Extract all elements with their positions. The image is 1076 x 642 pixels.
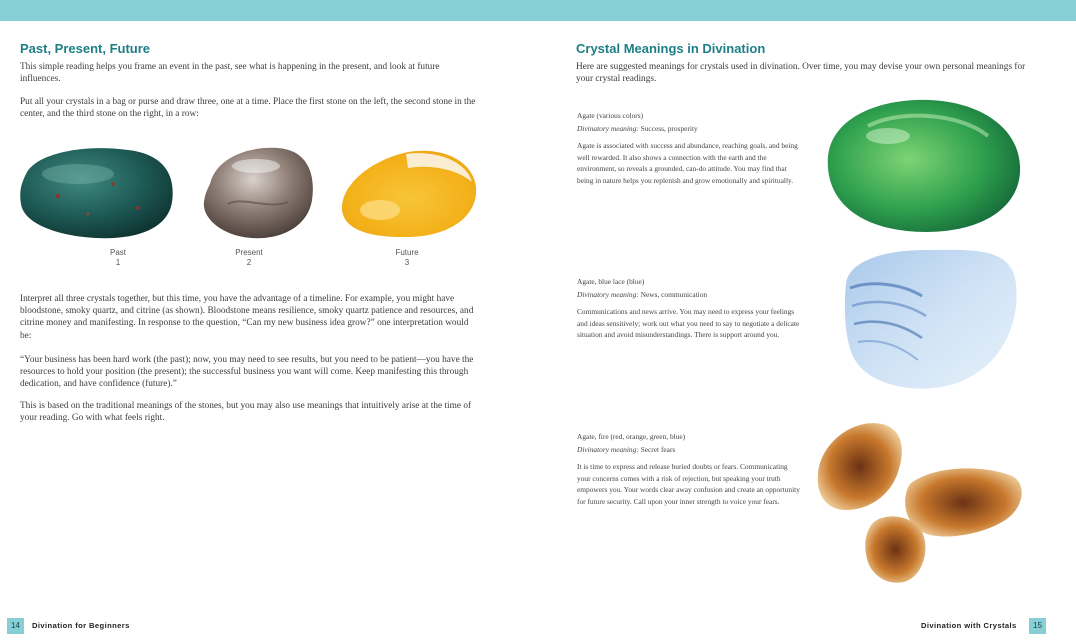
- crystal-entry-fire-agate: [577, 431, 802, 508]
- smoky-quartz-image: [198, 144, 318, 240]
- stone-number: 3: [404, 258, 410, 267]
- entry-body: It is time to express and release buried doubts or fears. Communicating your concerns comes with a risk of rejection, but speaking your truth empowers you. Your words clear away confusion and create an opportunity for future security. Call upon your inner strength to voice your fears.: [577, 462, 800, 506]
- meaning-value: Success, prosperity: [638, 123, 698, 133]
- fire-agate-image: [812, 414, 1032, 590]
- stone-label-text: Future: [395, 248, 419, 257]
- meaning-label: Divinatory meaning:: [577, 444, 639, 454]
- stone-label-text: Past: [109, 248, 126, 257]
- quote-paragraph: “Your business has been hard work (the past); now, you may need to see results, but you need to be patient—you have the resources to hold your position (the present); the successful business you want will come. Keep manifesting this through dedication, and have confidence (future).”: [20, 355, 474, 390]
- crystal-entry-blue-lace-agate: [577, 276, 802, 341]
- right-footer-title: Divination with Crystals: [921, 621, 1017, 630]
- closing-paragraph: This is based on the traditional meanings of the stones, but you may also use meanings that intuitively arise at the time of your reading. Go with what feels right.: [20, 401, 472, 424]
- bloodstone-image: [18, 144, 178, 240]
- interpret-paragraph: Interpret all three crystals together, but this time, you have the advantage of a timeline. For example, you might have bloodstone, smoky quartz, and citrine (as shown). Bloodstone means resilience, smoky quartz patience and resources, and citrine money and manifesting. In response to the question, “Can my new business idea grow?” one interpretation would be:: [20, 294, 474, 341]
- stone-number: 1: [115, 258, 121, 267]
- meaning-value: Secret fears: [638, 444, 676, 454]
- stone-label-text: Present: [235, 248, 263, 257]
- stone-number: 2: [246, 258, 252, 267]
- right-intro-paragraph: Here are suggested meanings for crystals used in divination. Over time, you may devise your own personal meanings for your crystal readings.: [576, 62, 1026, 85]
- entry-meaning: [577, 123, 802, 135]
- green-agate-image: [818, 96, 1022, 234]
- entry-meaning: [577, 289, 802, 301]
- right-page-number: 15: [1029, 618, 1046, 634]
- entry-meaning: [577, 444, 802, 456]
- left-footer-title: Divination for Beginners: [32, 621, 130, 630]
- citrine-image: [336, 148, 478, 238]
- left-intro-paragraph: This simple reading helps you frame an event in the past, see what is happening in the present, and look at future influences.: [20, 62, 440, 85]
- stone-label-present: [189, 248, 309, 268]
- crystal-entry-agate: [577, 110, 802, 187]
- meaning-value: News, communication: [638, 289, 708, 299]
- entry-title: Agate, blue lace (blue): [577, 277, 645, 286]
- entry-title: Agate, fire (red, orange, green, blue): [577, 432, 686, 441]
- right-page-heading: Crystal Meanings in Divination: [576, 41, 766, 56]
- left-instructions-paragraph: Put all your crystals in a bag or purse and draw three, one at a time. Place the first stone on the left, the second stone in the center, and the third stone on the right, in a row:: [20, 97, 476, 120]
- stone-label-future: [347, 248, 467, 268]
- entry-title: Agate (various colors): [577, 111, 644, 120]
- entry-body: Agate is associated with success and abundance, reaching goals, and being well rewarded. It also shows a connection with the earth and the environment, so reveals a grounded, can-do attitude. You may find that being in nature helps you replenish and grow emotionally and spiritually.: [577, 141, 798, 185]
- entry-body: Communications and news arrive. You may need to express your feelings and ideas sensitively; work out what you need to say to negotiate a delicate situation and avoid misunderstandings. There is support around you.: [577, 307, 800, 340]
- meaning-label: Divinatory meaning:: [577, 289, 639, 299]
- left-page-heading: Past, Present, Future: [20, 41, 151, 56]
- meaning-label: Divinatory meaning:: [577, 123, 639, 133]
- blue-lace-agate-image: [842, 244, 1018, 392]
- top-color-band: [0, 0, 1076, 21]
- stone-label-past: [58, 248, 178, 268]
- left-page-number: 14: [7, 618, 24, 634]
